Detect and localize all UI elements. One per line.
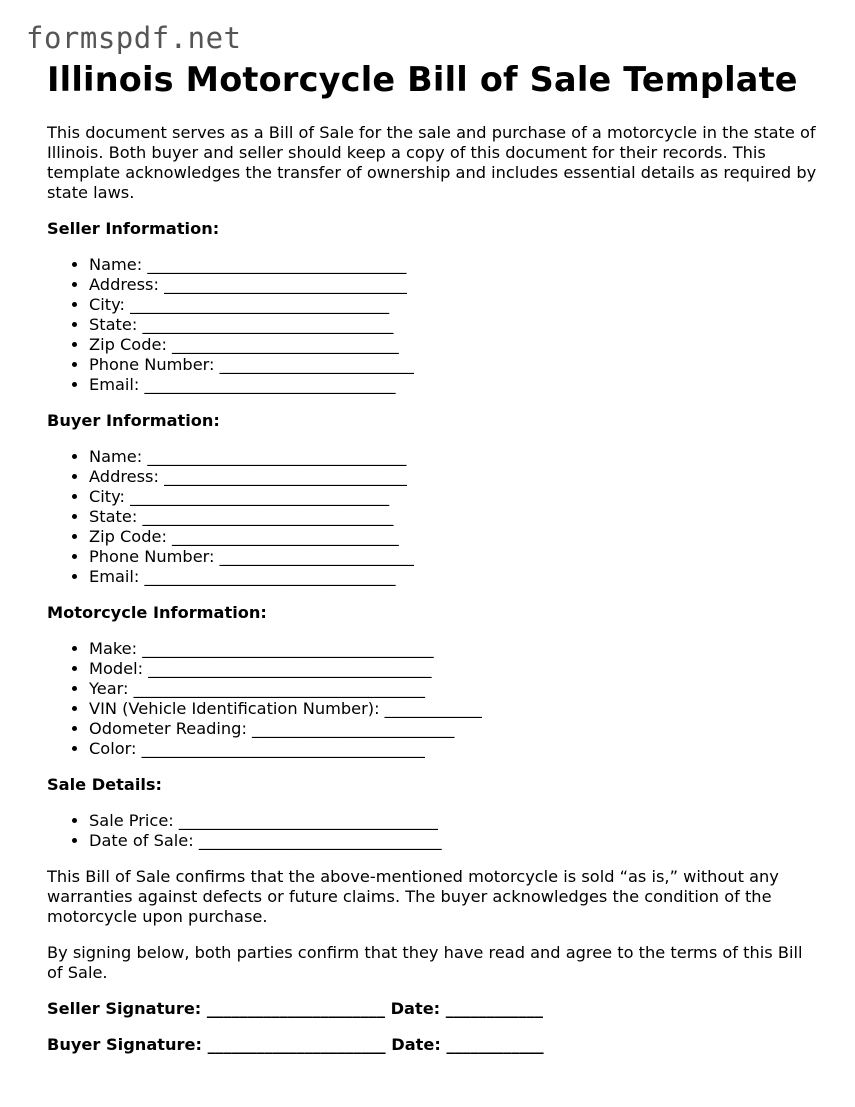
seller-name-field: • Name: ________________________________ (89, 255, 817, 275)
buyer-state-field: • State: _______________________________ (89, 507, 817, 527)
seller-address-field: • Address: ______________________________ (89, 275, 817, 295)
buyer-heading: Buyer Information: (47, 411, 220, 430)
seller-phone-field: • Phone Number: ________________________ (89, 355, 817, 375)
motorcycle-vin-field: • VIN (Vehicle Identification Number): ____________ (89, 699, 817, 719)
sale-heading: Sale Details: (47, 775, 163, 794)
page-title: Illinois Motorcycle Bill of Sale Template (47, 60, 798, 99)
watermark: formspdf.net (26, 21, 242, 55)
seller-list (47, 255, 817, 395)
sale-list (47, 811, 817, 851)
motorcycle-heading: Motorcycle Information: (47, 603, 267, 622)
motorcycle-make-field: • Make: ____________________________________ (89, 639, 817, 659)
motorcycle-odometer-field: • Odometer Reading: _________________________ (89, 719, 817, 739)
document-page (47, 58, 817, 1055)
seller-signature-line: Seller Signature: ______________________ Date: ____________ (47, 999, 543, 1018)
agreement-paragraph: By signing below, both parties confirm that they have read and agree to the terms of this Bill of Sale. (47, 943, 803, 982)
buyer-email-field: • Email: _______________________________ (89, 567, 817, 587)
buyer-name-field: • Name: ________________________________ (89, 447, 817, 467)
buyer-address-field: • Address: ______________________________ (89, 467, 817, 487)
buyer-list (47, 447, 817, 587)
motorcycle-list (47, 639, 817, 759)
buyer-city-field: • City: ________________________________ (89, 487, 817, 507)
sale-price-field: • Sale Price: ________________________________ (89, 811, 817, 831)
sale-date-field: • Date of Sale: ______________________________ (89, 831, 817, 851)
motorcycle-year-field: • Year: ____________________________________ (89, 679, 817, 699)
motorcycle-color-field: • Color: ___________________________________ (89, 739, 817, 759)
buyer-signature-line: Buyer Signature: ______________________ Date: ____________ (47, 1035, 544, 1054)
seller-zip-field: • Zip Code: ____________________________ (89, 335, 817, 355)
buyer-zip-field: • Zip Code: ____________________________ (89, 527, 817, 547)
intro-paragraph: This document serves as a Bill of Sale for the sale and purchase of a motorcycle in the state of Illinois. Both buyer and seller should keep a copy of this document for their records. This template acknowledges the transfer of ownership and includes essential details as required by state laws. (47, 123, 817, 202)
motorcycle-model-field: • Model: ___________________________________ (89, 659, 817, 679)
buyer-phone-field: • Phone Number: ________________________ (89, 547, 817, 567)
seller-city-field: • City: ________________________________ (89, 295, 817, 315)
seller-email-field: • Email: _______________________________ (89, 375, 817, 395)
seller-state-field: • State: _______________________________ (89, 315, 817, 335)
as-is-paragraph: This Bill of Sale confirms that the above-mentioned motorcycle is sold “as is,” without any warranties against defects or future claims. The buyer acknowledges the condition of the motorcycle upon purchase. (47, 867, 779, 926)
seller-heading: Seller Information: (47, 219, 220, 238)
